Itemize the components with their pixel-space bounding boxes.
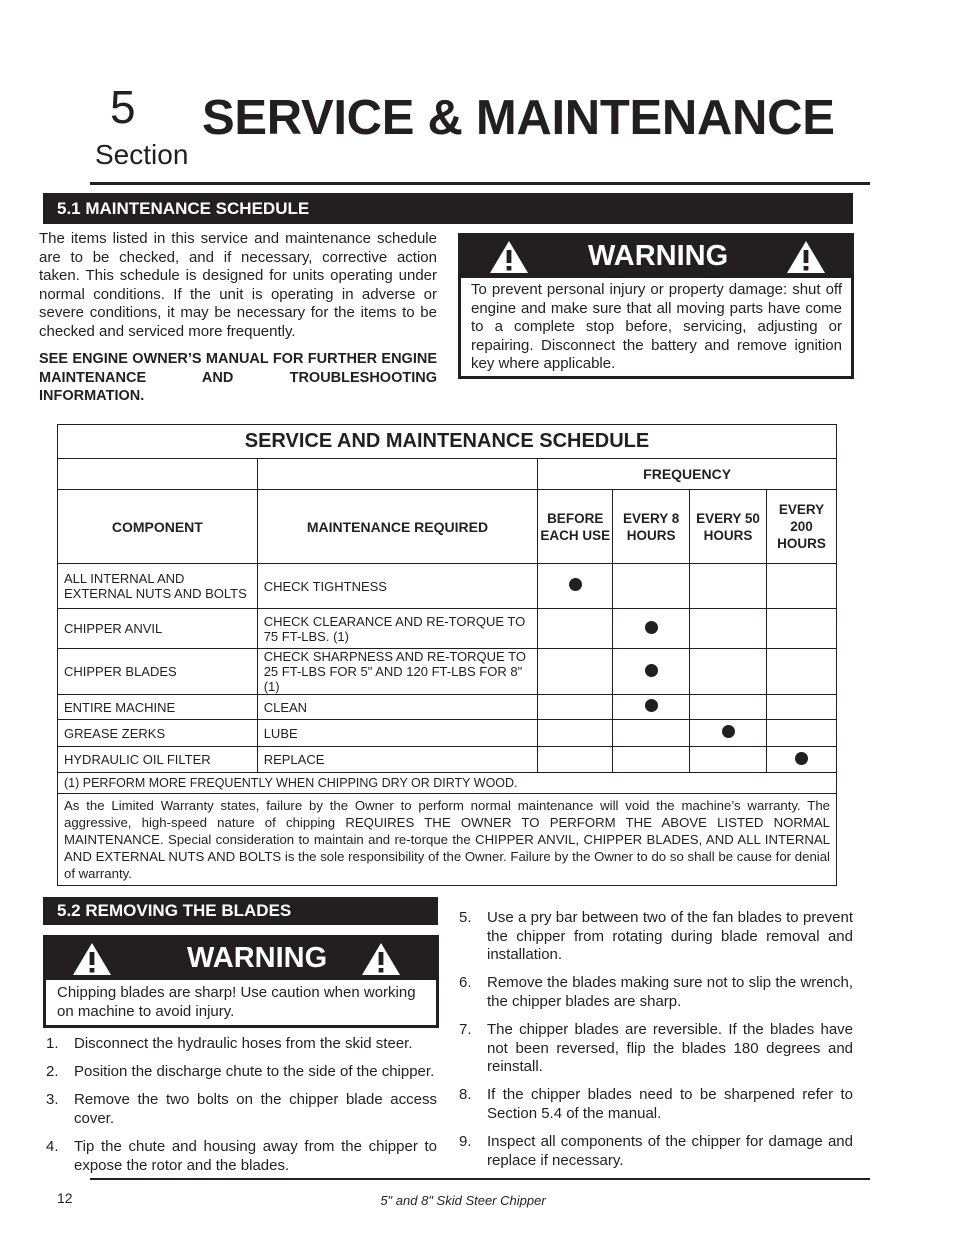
maintenance-cell: LUBE	[257, 720, 538, 747]
warning-box-safety	[458, 233, 854, 379]
step-text: Remove the two bolts on the chipper blade access cover.	[74, 1091, 437, 1127]
frequency-marker	[645, 621, 658, 634]
section-number: 5	[110, 81, 136, 133]
component-header: COMPONENT	[58, 490, 258, 564]
table-row	[58, 747, 837, 773]
frequency-cell	[613, 720, 690, 747]
maintenance-cell: CLEAN	[257, 695, 538, 720]
frequency-marker	[722, 725, 735, 738]
maintenance-cell: CHECK TIGHTNESS	[257, 564, 538, 609]
component-cell: HYDRAULIC OIL FILTER	[58, 747, 258, 773]
step-text: Position the discharge chute to the side of the chipper.	[74, 1063, 435, 1080]
step-number: 7.	[459, 1021, 472, 1038]
frequency-cell	[767, 695, 837, 720]
warning-text: To prevent personal injury or property damage: shut off engine and make sure that all moving parts have come to a complete stop before, servicing, adjusting or repairing. Disconnect the battery and remove ignition key where applicable.	[471, 281, 842, 373]
warning-triangle-icon	[361, 942, 401, 981]
table-row	[58, 695, 837, 720]
section-label: Section	[95, 139, 189, 170]
table-row	[58, 564, 837, 609]
frequency-cell	[538, 695, 613, 720]
table-row	[58, 720, 837, 747]
frequency-header: FREQUENCY	[538, 459, 837, 490]
frequency-cell	[613, 649, 690, 695]
maintenance-cell: CHECK CLEARANCE AND RE-TORQUE TO 75 FT-LBS. (1)	[257, 609, 538, 649]
list-item	[459, 909, 853, 965]
frequency-cell	[767, 564, 837, 609]
maintenance-schedule-table	[57, 424, 837, 886]
step-number: 9.	[459, 1133, 472, 1150]
frequency-cell	[767, 747, 837, 773]
list-item	[459, 1086, 853, 1123]
frequency-cell	[690, 564, 767, 609]
frequency-cell	[538, 609, 613, 649]
list-item	[46, 1035, 437, 1054]
frequency-cell	[538, 720, 613, 747]
list-item	[459, 1133, 853, 1170]
freq-header-8-hours: EVERY 8 HOURS	[613, 490, 690, 564]
frequency-marker	[795, 752, 808, 765]
list-item	[46, 1138, 437, 1175]
section-5-1-heading	[43, 193, 853, 224]
frequency-cell	[613, 695, 690, 720]
header-divider	[90, 182, 870, 185]
page-number: 12	[57, 1190, 73, 1206]
section-5-2-heading	[43, 897, 438, 925]
footer-title: 5" and 8" Skid Steer Chipper	[380, 1193, 546, 1208]
step-number: 8.	[459, 1086, 472, 1103]
frequency-cell	[613, 747, 690, 773]
warning-triangle-icon	[786, 240, 826, 279]
warranty-notice: As the Limited Warranty states, failure by the Owner to perform normal maintenance will void the machine’s warranty. The aggressive, high-speed nature of chipping REQUIRES THE OWNER TO PERFORM THE ABOVE LISTED NORMAL MAINTENANCE. Special consideration to maintain and re-torque the CHIPPER ANVIL, CHIPPER BLADES, AND ALL INTERNAL AND EXTERNAL NUTS AND BOLTS is the sole responsibility of the Owner. Failure by the Owner to do so shall be cause for denial of warranty.	[58, 794, 837, 886]
frequency-cell	[690, 720, 767, 747]
list-item	[459, 1021, 853, 1077]
frequency-cell	[613, 609, 690, 649]
blank-cell	[58, 459, 258, 490]
component-cell: ENTIRE MACHINE	[58, 695, 258, 720]
page-title: SERVICE & MAINTENANCE	[202, 91, 835, 145]
intro-paragraph: The items listed in this service and maintenance schedule are to be checked, and if necessary, corrective action taken. This schedule is designed for units operating under normal conditions. If the unit is operating in adverse or severe conditions, it may be necessary for the items to be checked and serviced more frequently.	[39, 230, 437, 340]
section-5-1-heading-text: 5.1 MAINTENANCE SCHEDULE	[57, 198, 310, 218]
step-text: Tip the chute and housing away from the chipper to expose the rotor and the blades.	[74, 1138, 437, 1174]
blank-cell	[257, 459, 538, 490]
maintenance-cell: REPLACE	[257, 747, 538, 773]
frequency-cell	[690, 649, 767, 695]
warning-title: WARNING	[187, 942, 328, 974]
warning-header	[46, 938, 436, 980]
step-number: 6.	[459, 974, 472, 991]
warning-header	[461, 236, 851, 278]
frequency-cell	[690, 747, 767, 773]
step-text: Remove the blades making sure not to slip the wrench, the chipper blades are sharp.	[487, 974, 853, 1010]
component-cell: CHIPPER BLADES	[58, 649, 258, 695]
frequency-marker	[645, 664, 658, 677]
freq-header-200-hours: EVERY 200 HOURS	[767, 490, 837, 564]
list-item	[46, 1091, 437, 1128]
warning-text: Chipping blades are sharp! Use caution when working on machine to avoid injury.	[57, 984, 416, 1020]
freq-header-50-hours: EVERY 50 HOURS	[690, 490, 767, 564]
step-number: 5.	[459, 909, 472, 926]
step-number: 1.	[46, 1035, 59, 1052]
component-cell: CHIPPER ANVIL	[58, 609, 258, 649]
table-row	[58, 649, 837, 695]
warning-triangle-icon	[72, 942, 112, 981]
frequency-cell	[613, 564, 690, 609]
frequency-marker	[569, 578, 582, 591]
frequency-cell	[767, 649, 837, 695]
frequency-cell	[538, 747, 613, 773]
step-number: 4.	[46, 1138, 59, 1155]
step-number: 2.	[46, 1063, 59, 1080]
frequency-cell	[767, 609, 837, 649]
frequency-marker	[645, 699, 658, 712]
footer-divider	[90, 1178, 870, 1180]
freq-header-before-use: BEFORE EACH USE	[538, 490, 613, 564]
list-item	[459, 974, 853, 1011]
schedule-title: SERVICE AND MAINTENANCE SCHEDULE	[58, 425, 837, 459]
component-cell: ALL INTERNAL AND EXTERNAL NUTS AND BOLTS	[58, 564, 258, 609]
frequency-cell	[690, 609, 767, 649]
warning-triangle-icon	[489, 240, 529, 279]
step-text: If the chipper blades need to be sharpened refer to Section 5.4 of the manual.	[487, 1086, 853, 1122]
component-cell: GREASE ZERKS	[58, 720, 258, 747]
maintenance-header: MAINTENANCE REQUIRED	[257, 490, 538, 564]
step-text: Disconnect the hydraulic hoses from the skid steer.	[74, 1035, 413, 1052]
warning-box-blades	[43, 935, 439, 1028]
frequency-cell	[767, 720, 837, 747]
step-text: Use a pry bar between two of the fan blades to prevent the chipper from rotating during blade removal and installation.	[487, 909, 853, 964]
table-footnote: (1) PERFORM MORE FREQUENTLY WHEN CHIPPING DRY OR DIRTY WOOD.	[58, 773, 837, 794]
list-item	[46, 1063, 437, 1082]
frequency-cell	[538, 564, 613, 609]
frequency-cell	[690, 695, 767, 720]
frequency-cell	[538, 649, 613, 695]
step-number: 3.	[46, 1091, 59, 1108]
section-5-2-heading-text: 5.2 REMOVING THE BLADES	[57, 901, 292, 920]
table-row	[58, 609, 837, 649]
warning-title: WARNING	[588, 240, 729, 272]
maintenance-cell: CHECK SHARPNESS AND RE-TORQUE TO 25 FT-LBS FOR 5" AND 120 FT-LBS FOR 8"(1)	[257, 649, 538, 695]
step-text: The chipper blades are reversible. If the blades have not been reversed, flip the blades 180 degrees and reinstall.	[487, 1021, 853, 1076]
engine-manual-note: SEE ENGINE OWNER’S MANUAL FOR FURTHER ENGINE MAINTENANCE AND TROUBLESHOOTING INFORMATION.	[39, 351, 437, 405]
step-text: Inspect all components of the chipper for damage and replace if necessary.	[487, 1133, 853, 1169]
